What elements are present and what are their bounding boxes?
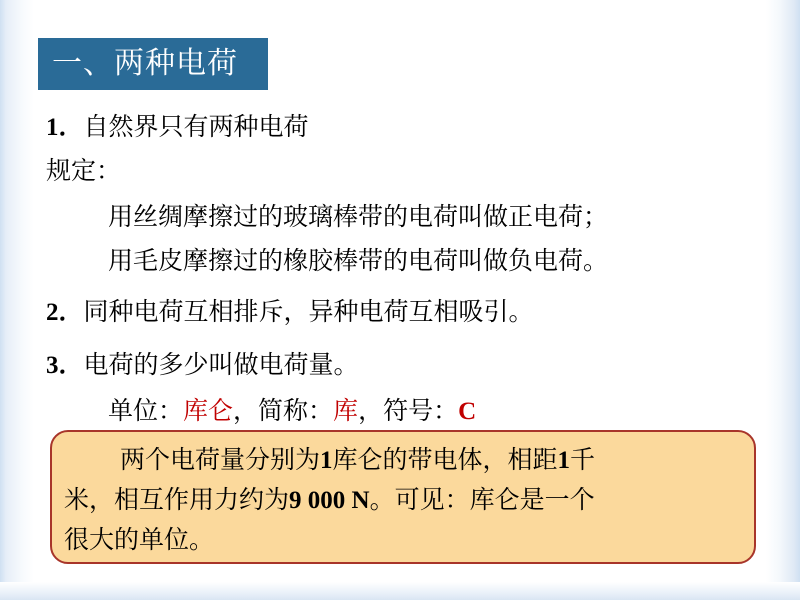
item-1 xyxy=(46,110,309,145)
unit-name: 库仑 xyxy=(183,396,234,425)
item-3-text: 电荷的多少叫做电荷量。 xyxy=(83,350,359,379)
note-text-part: 很大的单位。 xyxy=(64,525,215,554)
note-text-part: 米，相互作用力约为 xyxy=(64,485,290,514)
unit-label: 单位： xyxy=(108,396,184,425)
slide-bottom-band xyxy=(0,582,800,600)
note-number: 1 xyxy=(320,447,333,474)
rule-negative: 用毛皮摩擦过的橡胶棒带的电荷叫做负电荷。 xyxy=(108,246,609,275)
item-2 xyxy=(46,295,534,330)
item-2-text: 同种电荷互相排斥，异种电荷互相吸引。 xyxy=(83,297,534,326)
note-text xyxy=(64,440,736,559)
item-1-text: 自然界只有两种电荷 xyxy=(83,112,309,141)
section-title: 一、两种电荷 xyxy=(38,38,268,90)
item-3-number: 3． xyxy=(46,352,84,379)
note-line-2 xyxy=(64,480,736,520)
note-line-3 xyxy=(64,520,736,559)
item-2-number: 2． xyxy=(46,299,84,326)
note-number: 1 xyxy=(557,447,571,474)
note-text-part: 。可见：库仑是一个 xyxy=(369,485,595,514)
note-line-1 xyxy=(64,440,736,480)
unit-sep-1: ，简称： xyxy=(233,396,334,425)
note-number: 9 000 N xyxy=(289,487,370,514)
unit-line xyxy=(108,394,476,429)
unit-symbol: C xyxy=(458,398,477,425)
unit-short-name: 库 xyxy=(333,396,359,425)
note-text-part: 两个电荷量分别为 xyxy=(120,445,321,474)
item-3 xyxy=(46,348,359,383)
unit-sep-2: ，符号： xyxy=(358,396,459,425)
rule-positive: 用丝绸摩擦过的玻璃棒带的电荷叫做正电荷； xyxy=(108,202,609,231)
note-text-part: 库仑的带电体，相距 xyxy=(332,445,558,474)
note-text-part: 千 xyxy=(570,445,596,474)
item-1-number: 1． xyxy=(46,114,84,141)
rule-label: 规定： xyxy=(46,156,122,185)
